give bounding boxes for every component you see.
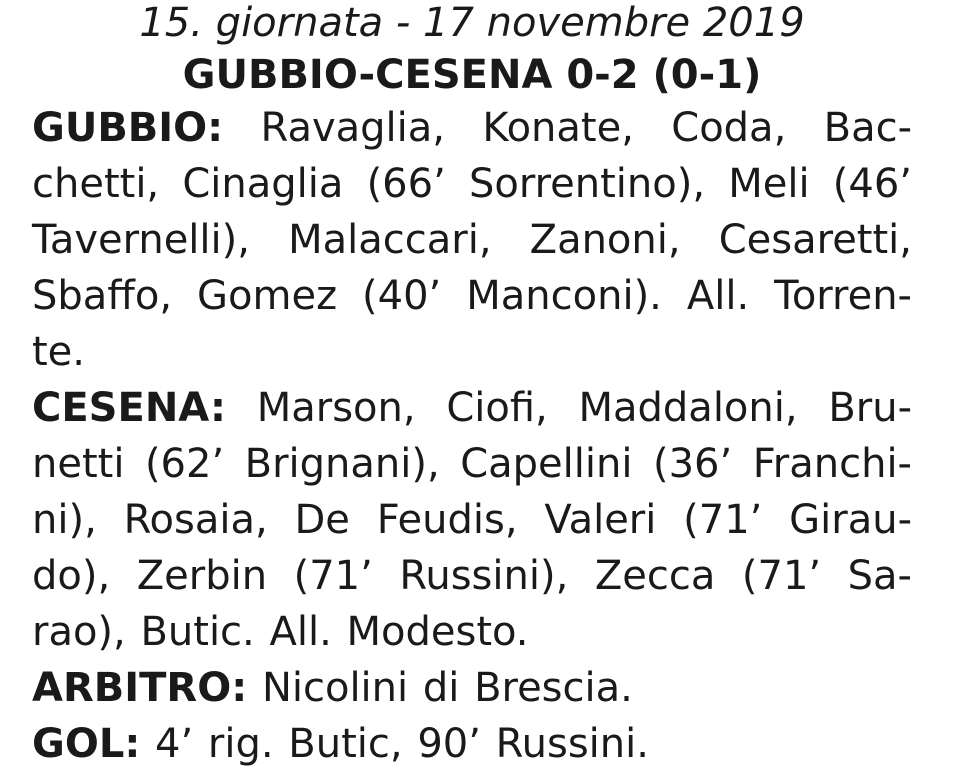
gubbio-line-2: chetti, Cinaglia (66’ Sorrentino), Meli (46’ bbox=[32, 161, 912, 207]
match-title: GUBBIO-CESENA 0-2 (0-1) bbox=[182, 52, 762, 98]
gubbio-label: GUBBIO: bbox=[32, 105, 224, 151]
gubbio-lineup bbox=[32, 100, 912, 380]
gubbio-line-3: Tavernelli), Malaccari, Zanoni, Cesaretti, bbox=[32, 217, 912, 263]
cesena-line-1: CESENA: Marson, Ciofi, Maddaloni, Bru- bbox=[32, 385, 912, 431]
cesena-line-2: netti (62’ Brignani), Capellini (36’ Franchi- bbox=[32, 441, 912, 487]
cesena-lineup bbox=[32, 380, 912, 660]
goals bbox=[32, 716, 912, 772]
referee-name: Nicolini di Brescia. bbox=[261, 665, 633, 711]
cesena-line-3: ni), Rosaia, De Feudis, Valeri (71’ Girau- bbox=[32, 497, 912, 543]
cesena-line-4: do), Zerbin (71’ Russini), Zecca (71’ Sa- bbox=[32, 553, 912, 599]
cesena-line-5: rao), Butic. All. Modesto. bbox=[32, 609, 529, 655]
gubbio-line-1: GUBBIO: Ravaglia, Konate, Coda, Bac- bbox=[32, 105, 913, 151]
gubbio-line-5: te. bbox=[32, 329, 86, 375]
cesena-label: CESENA: bbox=[32, 385, 226, 431]
goals-text: 4’ rig. Butic, 90’ Russini. bbox=[155, 721, 649, 767]
referee-label: ARBITRO: bbox=[32, 665, 248, 711]
goals-label: GOL: bbox=[32, 721, 141, 767]
round-date: 15. giornata - 17 novembre 2019 bbox=[139, 0, 805, 46]
referee bbox=[32, 660, 912, 716]
gubbio-line-4: Sbaffo, Gomez (40’ Manconi). All. Torren- bbox=[32, 273, 912, 319]
